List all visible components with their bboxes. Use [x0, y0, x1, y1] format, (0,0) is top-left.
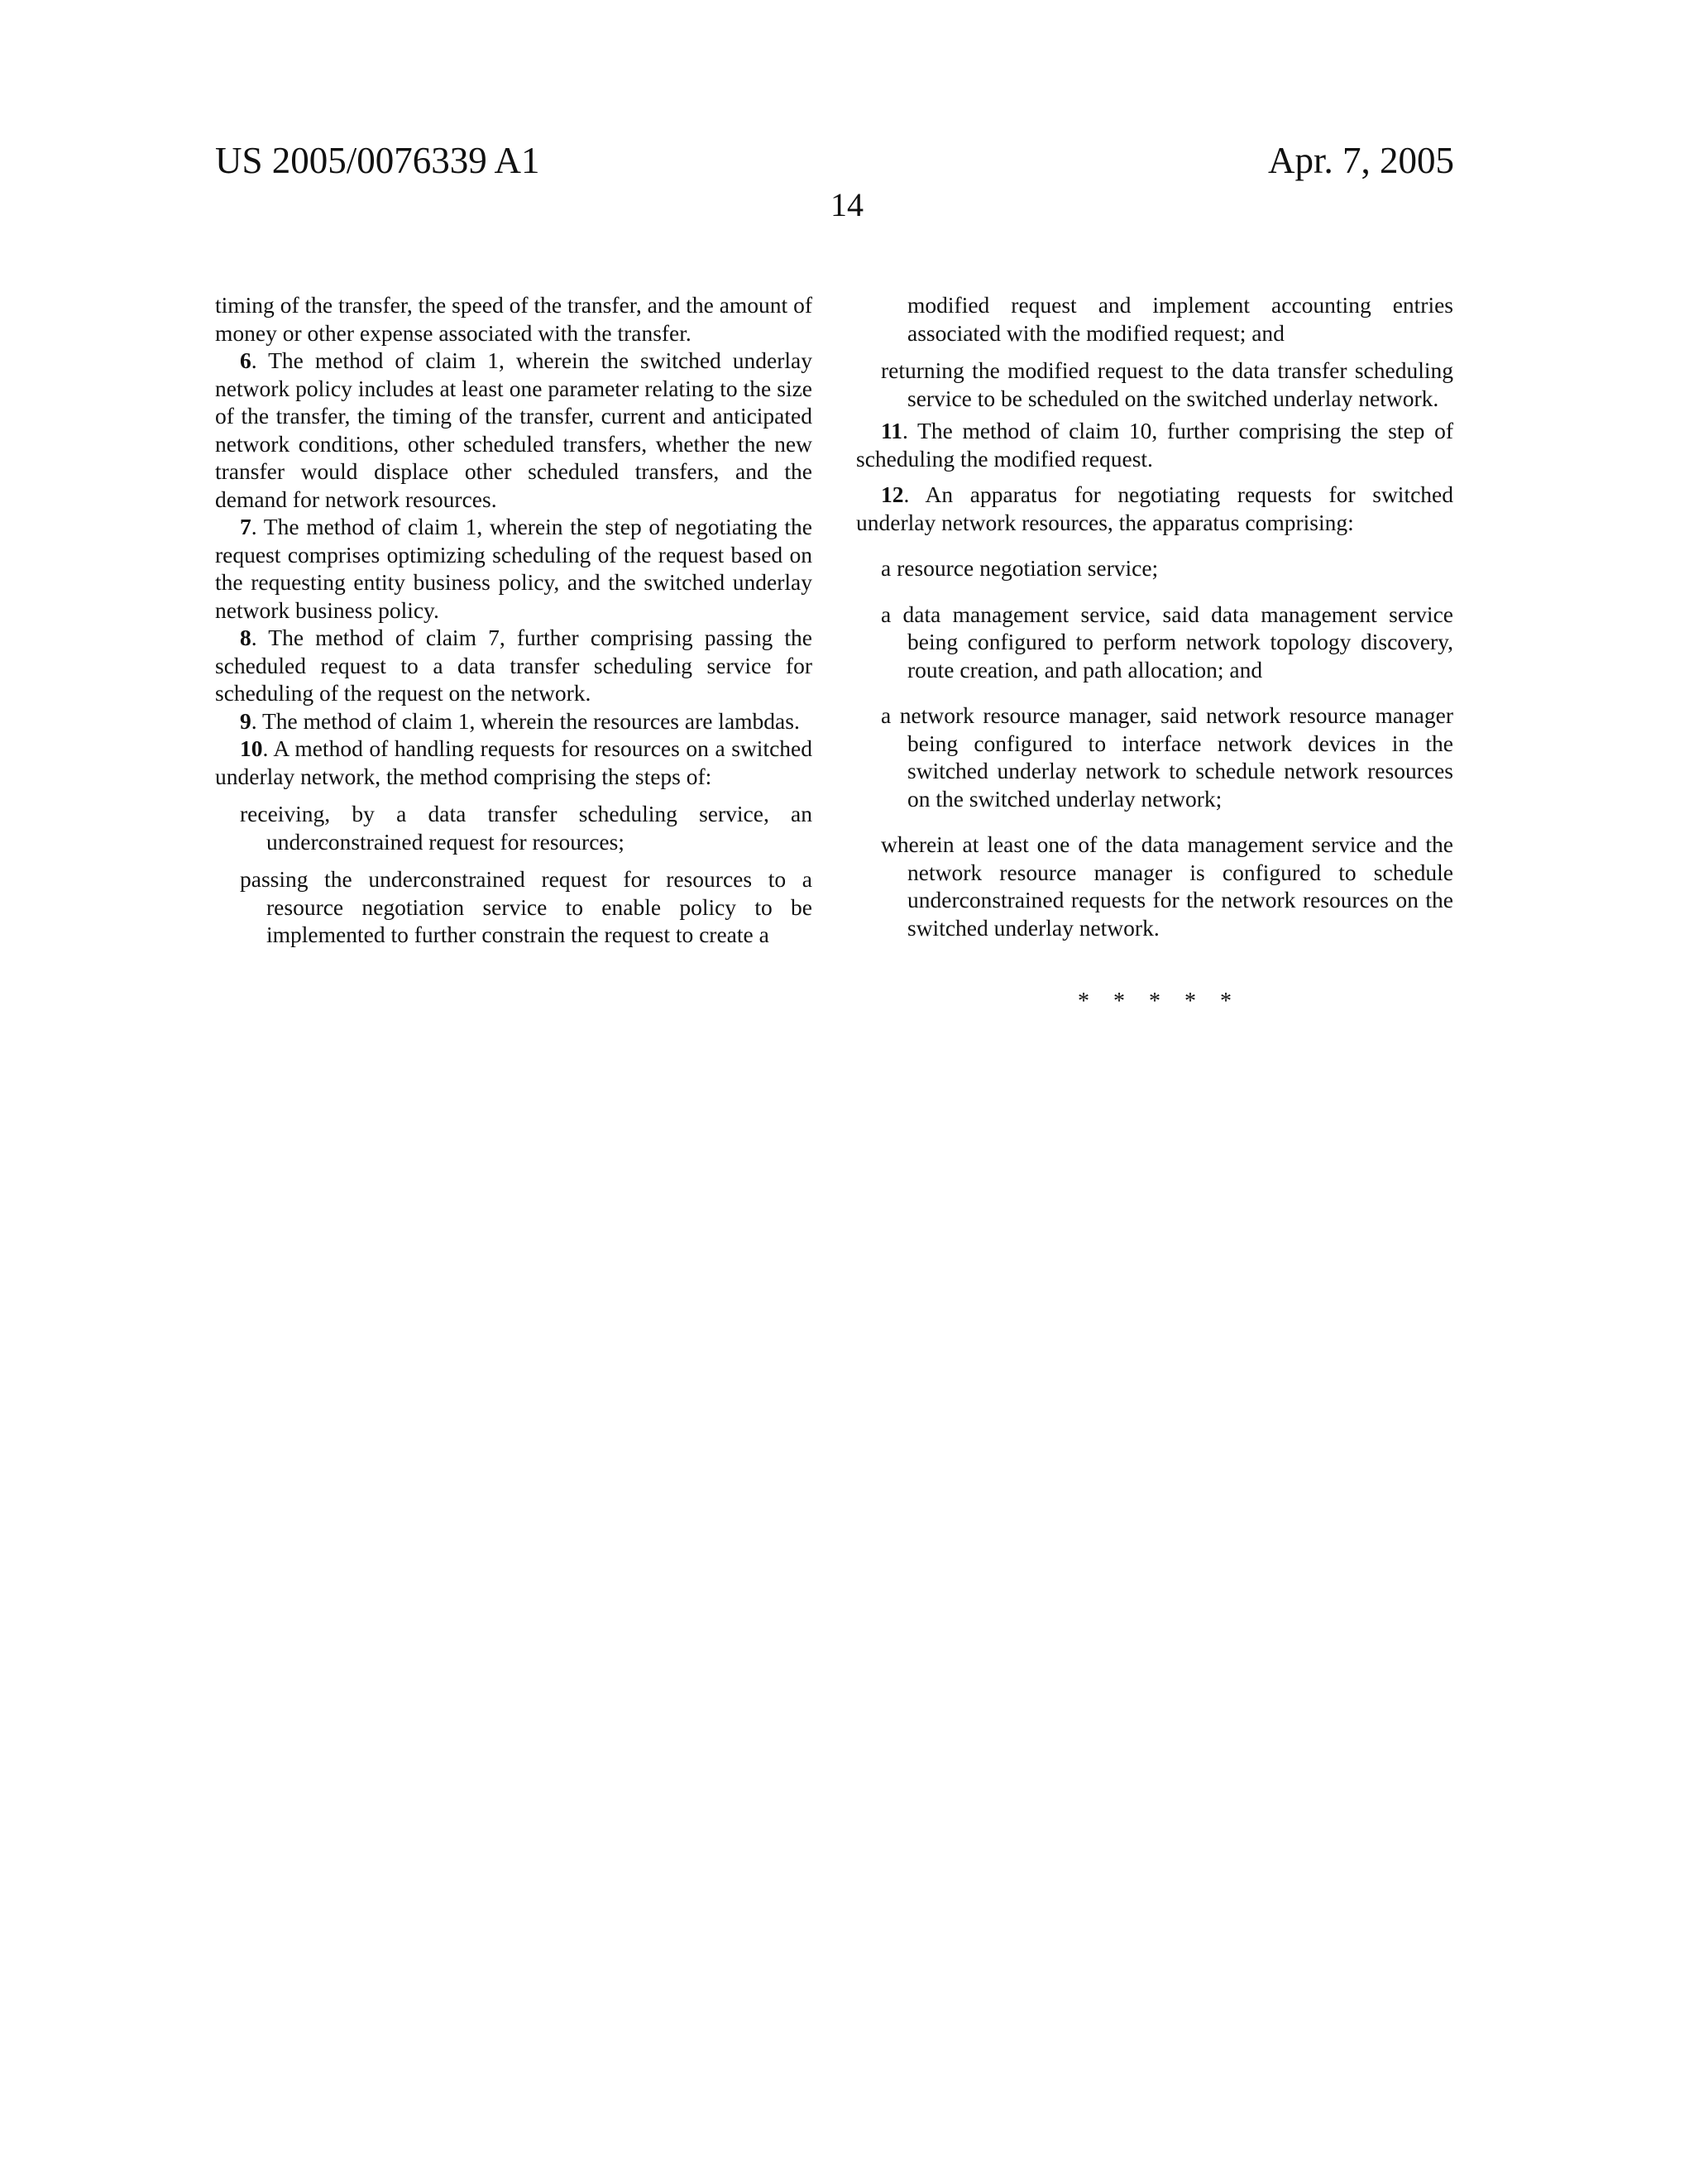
claim-text: . The method of claim 1, wherein the resources are lambdas. [251, 707, 800, 734]
claim-number: 10 [240, 735, 263, 761]
claim-10-step-receiving: receiving, by a data transfer scheduling service, an underconstrained request for resources; [240, 801, 812, 855]
claim-number: 11 [881, 418, 902, 443]
claim-number: 12 [881, 481, 904, 507]
claim-9 [215, 707, 812, 735]
claim-text: . The method of claim 10, further comprising the step of scheduling the modified request. [856, 418, 1453, 472]
claim-11 [856, 417, 1453, 472]
claim-12-element-data-management: a data management service, said data management service being configured to perform network topology discovery, route creation, and path allocation; and [881, 601, 1453, 682]
claim-8 [215, 624, 812, 707]
claim-text: . The method of claim 7, further comprising passing the scheduled request to a data transfer scheduling service for scheduling of the request on the network. [215, 625, 812, 706]
publication-date: Apr. 7, 2005 [1268, 140, 1454, 181]
claim-12-element-negotiation-service: a resource negotiation service; [881, 555, 1159, 581]
page-number: 14 [830, 186, 864, 223]
claim-6 [215, 347, 812, 513]
claim-number: 6 [240, 347, 251, 373]
claim-12-element-resource-manager: a network resource manager, said network resource manager being configured to interface network devices in the switched underlay network to schedule network resources on the switched underlay network; [881, 702, 1453, 812]
claim-text: . The method of claim 1, wherein the step of negotiating the request comprises optimizing scheduling of the request based on the requesting entity business policy, and the switched underlay network business policy. [215, 514, 812, 623]
end-of-document-marker: * * * * * [1078, 989, 1232, 1014]
claim-text: . A method of handling requests for resources on a switched underlay network, the method comprising the steps of: [215, 735, 812, 789]
claim-10-step-returning: returning the modified request to the data transfer scheduling service to be scheduled on the switched underlay network. [881, 357, 1453, 411]
claim-12-element-wherein: wherein at least one of the data management service and the network resource manager is configured to schedule underconstrained requests for the network resources on the switched underlay network. [881, 831, 1453, 941]
left-column [215, 291, 812, 954]
claim-number: 9 [240, 707, 251, 734]
publication-number: US 2005/0076339 A1 [215, 140, 540, 181]
continued-paragraph: timing of the transfer, the speed of the transfer, and the amount of money or other expense associated with the transfer. [215, 292, 812, 346]
claim-7 [215, 513, 812, 624]
claim-text: . An apparatus for negotiating requests for switched underlay network resources, the apparatus comprising: [856, 481, 1453, 535]
claim-10 [215, 735, 812, 790]
continued-step: modified request and implement accounting entries associated with the modified request; and [907, 292, 1453, 346]
claim-number: 7 [240, 514, 251, 539]
claim-number: 8 [240, 625, 251, 650]
right-column [856, 291, 1453, 1016]
claim-12 [856, 481, 1453, 536]
claim-text: . The method of claim 1, wherein the switched underlay network policy includes at least one parameter relating to the size of the transfer, the timing of the transfer, current and anticipated network conditions, other scheduled transfers, whether the new transfer would displace other scheduled transfers, and the demand for network resources. [215, 347, 812, 512]
claim-10-step-passing: passing the underconstrained request for resources to a resource negotiation service to enable policy to be implemented to further constrain the request to create a [240, 866, 812, 947]
